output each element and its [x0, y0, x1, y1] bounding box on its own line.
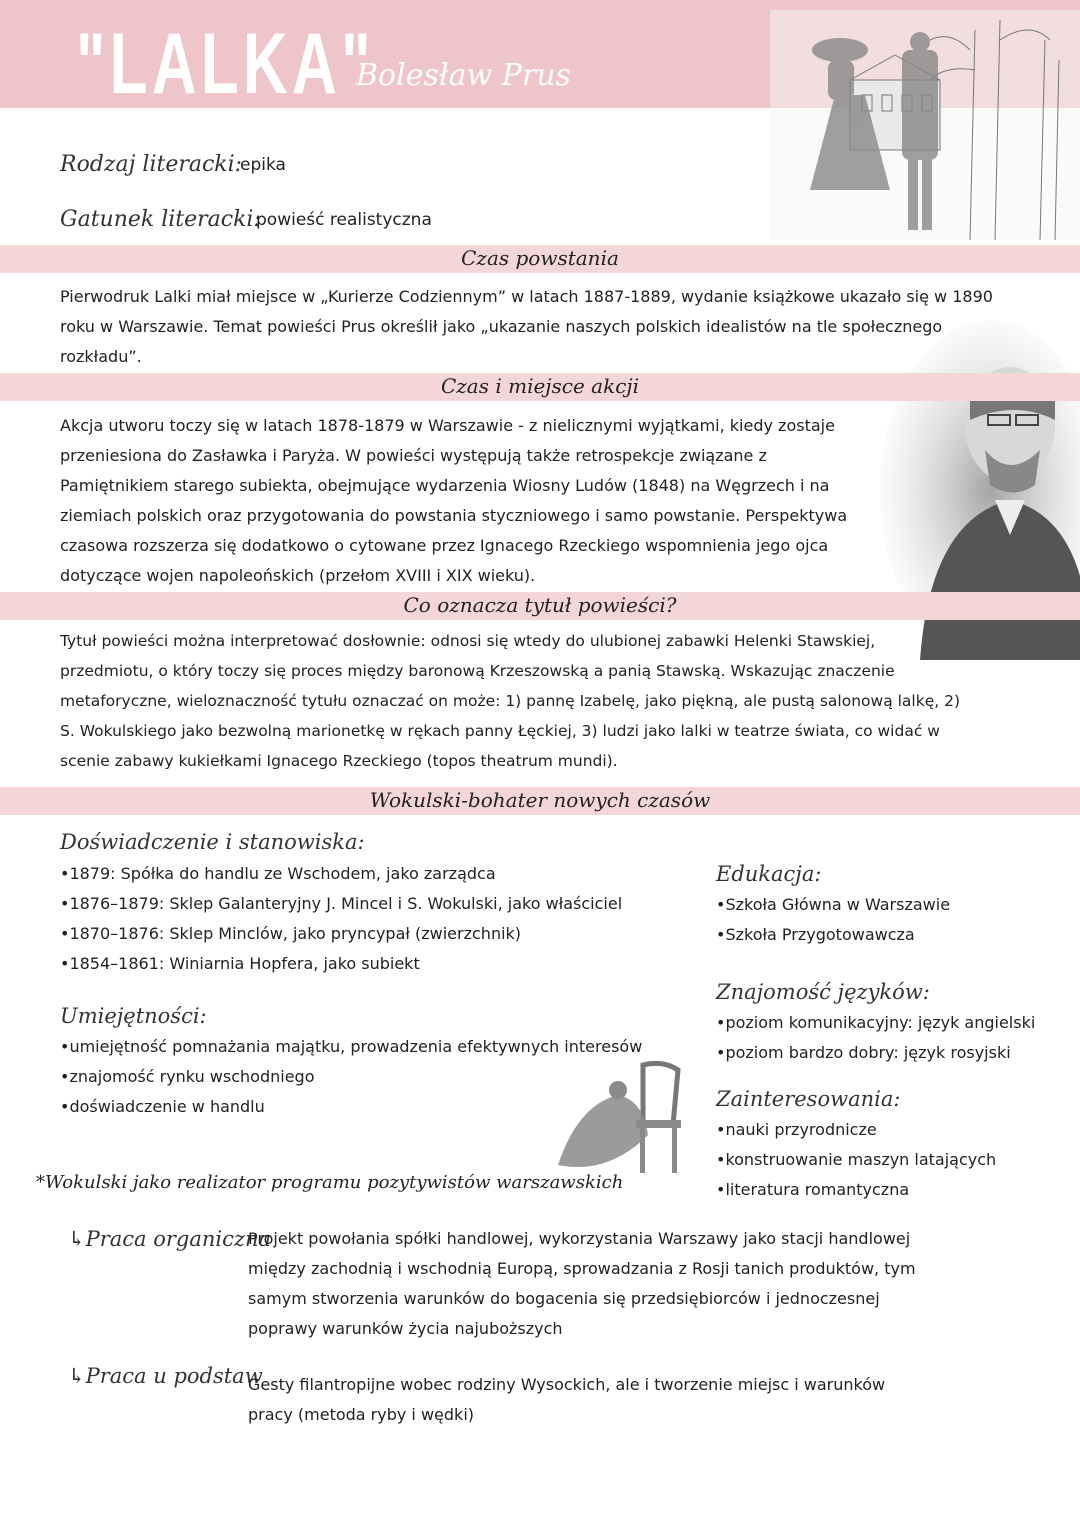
- paragraph-tytul: [60, 626, 1060, 776]
- page-title: "LALKA": [76, 16, 375, 112]
- praca-organiczna-label: ↳Praca organiczna: [68, 1227, 271, 1251]
- gatunek-label: Gatunek literacki:: [60, 207, 261, 232]
- section-title-wokulski: Wokulski-bohater nowych czasów: [369, 788, 711, 812]
- text-line: metaforyczne, wieloznaczność tytułu oznaczać on może: 1) pannę Izabelę, jako piękną, ale pustą salonową lalkę, 2): [60, 692, 961, 710]
- list-item: • 1854–1861: Winiarnia Hopfera, jako subiekt: [60, 949, 622, 979]
- list-item: • poziom komunikacyjny: język angielski: [716, 1008, 1035, 1038]
- praca-organiczna-text: [248, 1224, 1008, 1344]
- text-line: czasowa rozszerza się dodatkowo o cytowane przez Ignacego Rzeckiego wspomnienia jego ojca: [60, 536, 829, 555]
- jezyki-list: [716, 1008, 1035, 1068]
- engraving-illustration: [770, 10, 1080, 240]
- text-line: Pierwodruk Lalki miał miejsce w „Kurierze Codziennym” w latach 1887-1889, wydanie książkowe ukazało się w 1890: [60, 287, 993, 306]
- paragraph-czas-miejsce: [60, 411, 920, 591]
- doswiadczenie-heading: Doświadczenie i stanowiska:: [60, 830, 365, 854]
- text-line: dotyczące wojen napoleońskich (przełom XVIII i XIX wieku).: [60, 566, 536, 585]
- list-item: • doświadczenie w handlu: [60, 1092, 642, 1122]
- text-line: Tytuł powieści można interpretować dosłownie: odnosi się wtedy do ulubionej zabawki Helenki Stawskiej,: [60, 632, 876, 650]
- zainteresowania-list: [716, 1115, 996, 1205]
- paragraph-czas-powstania: [60, 282, 1050, 372]
- text-line: Projekt powołania spółki handlowej, wykorzystania Warszawy jako stacji handlowej: [248, 1229, 911, 1248]
- list-item: • konstruowanie maszyn latających: [716, 1145, 996, 1175]
- list-item: • Szkoła Główna w Warszawie: [716, 890, 950, 920]
- text-line: między zachodnią i wschodnią Europą, sprowadzania z Rosji tanich produktów, tym: [248, 1259, 916, 1278]
- umiejetnosci-heading: Umiejętności:: [60, 1004, 207, 1028]
- section-title-czas-miejsce: Czas i miejsce akcji: [440, 374, 640, 398]
- list-item: • Szkoła Przygotowawcza: [716, 920, 950, 950]
- praca-u-podstaw-text: [248, 1370, 1008, 1430]
- edukacja-heading: Edukacja:: [716, 862, 822, 886]
- text-line: scenie zabawy kukiełkami Ignacego Rzeckiego (topos theatrum mundi).: [60, 752, 618, 770]
- jezyki-heading: Znajomość języków:: [716, 980, 930, 1004]
- zainteresowania-heading: Zainteresowania:: [716, 1087, 901, 1111]
- list-item: • 1876–1879: Sklep Galanteryjny J. Mincel i S. Wokulski, jako właściciel: [60, 889, 622, 919]
- edukacja-list: [716, 890, 950, 950]
- list-item: • nauki przyrodnicze: [716, 1115, 996, 1145]
- text-line: rozkładu”.: [60, 347, 142, 366]
- list-item: • literatura romantyczna: [716, 1175, 996, 1205]
- text-line: Akcja utworu toczy się w latach 1878-1879 w Warszawie - z nielicznymi wyjątkami, kiedy zostaje: [60, 416, 835, 435]
- text-line: pracy (metoda ryby i wędki): [248, 1405, 474, 1424]
- text-line: Pamiętnikiem starego subiekta, obejmujące wydarzenia Wiosny Ludów (1848) na Węgrzech i na: [60, 476, 830, 495]
- text-line: Gesty filantropijne wobec rodziny Wysockich, ale i tworzenie miejsc i warunków: [248, 1375, 886, 1394]
- rodzaj-label: Rodzaj literacki:: [60, 152, 243, 177]
- text-line: samym stworzenia warunków do bogacenia się przedsiębiorców i jednoczesnej: [248, 1289, 880, 1308]
- text-line: przedmiotu, o który toczy się proces między baronową Krzeszowską a panią Stawską. Wskazując znaczenie: [60, 662, 895, 680]
- section-title-tytul: Co oznacza tytuł powieści?: [403, 593, 677, 617]
- text-line: przeniesiona do Zasławka i Paryża. W powieści występują także retrospekcje związane z: [60, 446, 767, 465]
- author-name: Bolesław Prus: [356, 58, 571, 93]
- gatunek-value: powieść realistyczna: [256, 210, 432, 230]
- text-line: roku w Warszawie. Temat powieści Prus określił jako „ukazanie naszych polskich idealistów na tle społecznego: [60, 317, 943, 336]
- text-line: poprawy warunków życia najuboższych: [248, 1319, 563, 1338]
- doswiadczenie-list: [60, 859, 622, 979]
- rodzaj-value: epika: [240, 155, 286, 175]
- text-line: ziemiach polskich oraz przygotowania do powstania styczniowego i samo powstanie. Perspektywa: [60, 506, 848, 525]
- positivism-note: *Wokulski jako realizator programu pozytywistów warszawskich: [36, 1172, 624, 1193]
- list-item: • 1870–1876: Sklep Minclów, jako pryncypał (zwierzchnik): [60, 919, 622, 949]
- praca-u-podstaw-label: ↳Praca u podstaw: [68, 1364, 263, 1388]
- section-title-czas-powstania: Czas powstania: [461, 246, 619, 270]
- text-line: S. Wokulskiego jako bezwolną marionetkę w rękach panny Łęckiej, 3) ludzi jako lalki w teatrze świata, co widać w: [60, 722, 940, 740]
- list-item: • znajomość rynku wschodniego: [60, 1062, 642, 1092]
- doll-chair-illustration: [548, 1060, 698, 1180]
- list-item: • 1879: Spółka do handlu ze Wschodem, jako zarządca: [60, 859, 622, 889]
- list-item: • umiejętność pomnażania majątku, prowadzenia efektywnych interesów: [60, 1032, 642, 1062]
- list-item: • poziom bardzo dobry: język rosyjski: [716, 1038, 1035, 1068]
